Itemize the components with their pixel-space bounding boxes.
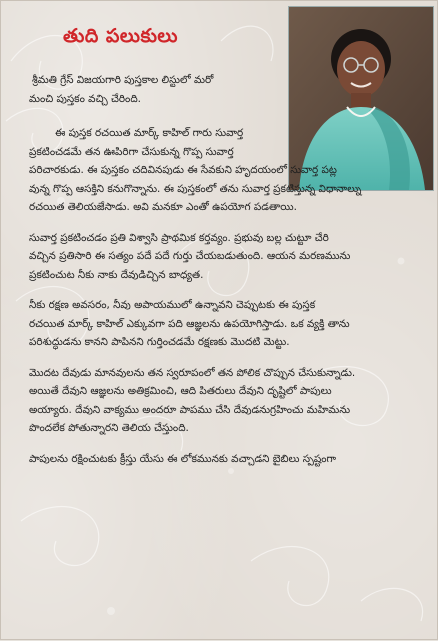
text-line: అయ్యారు. దేవుని వాక్యము అందరూ పాపము చేసి దేవుడనుగ్రహించు మహిమను [29, 403, 351, 416]
text-line: పొందలేక పోతున్నారని తెలియ చేస్తుంది. [29, 422, 189, 434]
paragraph-2 [29, 124, 434, 217]
text-line: రచయిత తెలియజేసాడు. అవి మనకూ ఎంతో ఉపయోగ పడతాయి. [29, 201, 297, 213]
text-line: వచ్చిన ప్రతిసారి ఈ సత్యం పదే పదే గుర్తు చేయబడుతుంది. ఆయన మరణమును [29, 250, 351, 262]
text-line: సువార్త ప్రకటించడం ప్రతి విశ్వాసి ప్రాథమిక కర్తవ్యం. ప్రభువు బల్ల చుట్టూ చేరి [29, 231, 329, 244]
paragraph-1 [29, 71, 281, 108]
body-text [29, 71, 434, 468]
text-line: మొదట దేవుడు మానవులను తన స్వరూపంలో తన పోలిక చొప్పున చేసుకున్నాడు. [29, 366, 356, 379]
paragraph-6 [29, 450, 434, 469]
text-line: రచయిత మార్క్ కాహిల్ ఎక్కువగా పది ఆజ్ఞలను ఉపయోగిస్తాడు. ఒక వ్యక్తి తాను [29, 317, 350, 330]
paragraph-4 [29, 296, 434, 352]
paragraph-3 [29, 229, 434, 285]
text-line: పాపులను రక్షించుటకు క్రీస్తు యేసు ఈ లోకమునకు వచ్చాడని బైబిలు స్పష్టంగా [29, 452, 337, 465]
text-line: మంచి పుస్తకం వచ్చి చేరింది. [29, 92, 141, 105]
page-title: తుది పలుకులు [63, 25, 178, 47]
text-line: పరిశుద్ధుడను కానని పాపినని గుర్తించడమే రక్షణకు మొదటి మెట్టు. [29, 336, 290, 348]
text-line: నీకు రక్షణ అవసరం, నీవు అపాయములో ఉన్నావని చెప్పుటకు ఈ పుస్తక [29, 299, 316, 311]
text-line: పరిచారకుడు. ఈ పుస్తకం చదివినపుడు ఈ సేవకుని హృదయంలో సువార్త పట్ల [29, 164, 337, 176]
text-line: ఈ పుస్తక రచయిత మార్క్ కాహిల్ గారు సువార్త [55, 127, 244, 139]
text-line: వున్న గొప్ప ఆసక్తిని కనుగొన్నాను. ఈ పుస్తకంలో తను సువార్త ప్రకటిస్తున్న విధానాల్ను [29, 182, 362, 195]
text-line: శ్రీమతి గ్రేస్ విజయగారి పుస్తకాల లిస్టులో మరో [32, 74, 214, 86]
text-line: ప్రకటించడమే తన ఊపిరిగా చేసుకున్న గొప్ప సువార్త [29, 145, 234, 158]
text-line: ప్రకటించుట నీకు నాకు దేవుడిచ్చిన బాధ్యత. [29, 268, 204, 281]
paragraph-5 [29, 364, 434, 438]
text-line: అయితే దేవుని ఆజ్ఞలను అతిక్రమించి, ఆది పితరులు దేవుని దృష్టిలో పాపులు [29, 385, 332, 397]
